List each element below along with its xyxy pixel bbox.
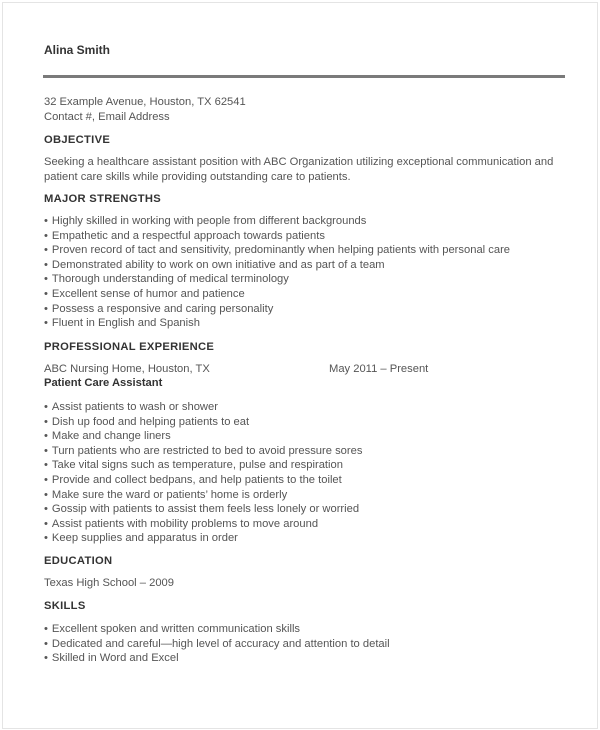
list-item: • Gossip with patients to assist them feels less lonely or worried xyxy=(44,502,362,517)
list-item: • Thorough understanding of medical terminology xyxy=(44,272,510,287)
skills-list xyxy=(44,622,390,666)
header-divider xyxy=(43,75,565,78)
education-entry: Texas High School – 2009 xyxy=(44,577,174,589)
list-item: • Excellent sense of humor and patience xyxy=(44,287,510,302)
objective-line-2: patient care skills while providing outstanding care to patients. xyxy=(44,171,351,183)
job-title: Patient Care Assistant xyxy=(44,377,163,389)
skills-heading: SKILLS xyxy=(44,600,86,612)
list-item: • Assist patients to wash or shower xyxy=(44,400,362,415)
list-item: • Empathetic and a respectful approach towards patients xyxy=(44,229,510,244)
list-item: • Dish up food and helping patients to eat xyxy=(44,415,362,430)
strengths-heading: MAJOR STRENGTHS xyxy=(44,193,162,205)
list-item: • Proven record of tact and sensitivity, predominantly when helping patients with personal care xyxy=(44,243,510,258)
address: 32 Example Avenue, Houston, TX 62541 xyxy=(44,96,246,108)
list-item: • Possess a responsive and caring personality xyxy=(44,302,510,317)
experience-list xyxy=(44,400,362,546)
list-item: • Make sure the ward or patients’ home is orderly xyxy=(44,488,362,503)
list-item: • Keep supplies and apparatus in order xyxy=(44,531,362,546)
objective-heading: OBJECTIVE xyxy=(44,134,111,146)
list-item: • Turn patients who are restricted to bed to avoid pressure sores xyxy=(44,444,362,459)
list-item: • Excellent spoken and written communication skills xyxy=(44,622,390,637)
list-item: • Dedicated and careful—high level of accuracy and attention to detail xyxy=(44,637,390,652)
list-item: • Provide and collect bedpans, and help patients to the toilet xyxy=(44,473,362,488)
employment-dates: May 2011 – Present xyxy=(329,363,429,375)
contact-info: Contact #, Email Address xyxy=(44,111,170,123)
list-item: • Take vital signs such as temperature, pulse and respiration xyxy=(44,458,362,473)
employer: ABC Nursing Home, Houston, TX xyxy=(44,363,210,375)
list-item: • Make and change liners xyxy=(44,429,362,444)
list-item: • Fluent in English and Spanish xyxy=(44,316,510,331)
list-item: • Assist patients with mobility problems to move around xyxy=(44,517,362,532)
list-item: • Demonstrated ability to work on own initiative and as part of a team xyxy=(44,258,510,273)
list-item: • Skilled in Word and Excel xyxy=(44,651,390,666)
candidate-name: Alina Smith xyxy=(44,43,111,57)
list-item: • Highly skilled in working with people from different backgrounds xyxy=(44,214,510,229)
strengths-list xyxy=(44,214,510,331)
experience-heading: PROFESSIONAL EXPERIENCE xyxy=(44,341,215,353)
education-heading: EDUCATION xyxy=(44,555,113,567)
objective-line-1: Seeking a healthcare assistant position with ABC Organization utilizing exceptional communication and xyxy=(44,156,554,168)
